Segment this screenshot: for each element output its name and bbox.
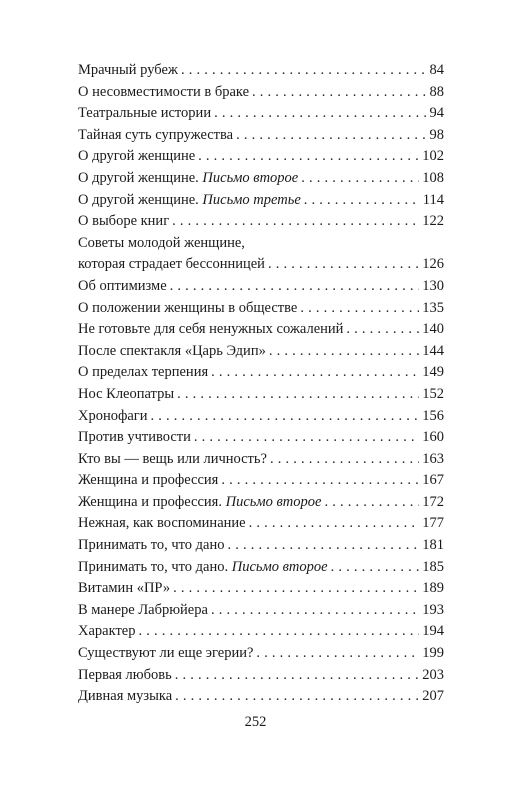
dot-leader [256, 643, 419, 665]
dot-leader [268, 254, 419, 276]
toc-entry-page-number: 156 [422, 407, 444, 424]
dot-leader [181, 60, 427, 82]
toc-entry-page-number: 203 [422, 666, 444, 683]
dot-leader [221, 470, 419, 492]
toc-entry-page-number: 177 [422, 515, 444, 532]
toc-entry-subtitle: Письмо второе [202, 169, 299, 186]
dot-leader [198, 146, 419, 168]
toc-entry-title-main: Против учтивости [78, 429, 191, 446]
toc-entry [78, 470, 444, 492]
toc-entry-title-main: Театральные истории [78, 105, 212, 122]
toc-entry [78, 233, 444, 276]
toc-entry-title-line-2-row [78, 254, 444, 276]
toc-entry-title-main: Дивная музыка [78, 688, 173, 705]
dot-leader [173, 578, 419, 600]
dot-leader [236, 125, 426, 147]
toc-entry-page-number: 149 [422, 364, 444, 381]
toc-entry-page-number: 98 [429, 126, 444, 143]
toc-entry-title-main: Не готовьте для себя ненужных сожалений [78, 321, 344, 338]
toc-entry [78, 125, 444, 147]
toc-entry [78, 449, 444, 471]
toc-entry-title-main: После спектакля «Царь Эдип» [78, 342, 266, 359]
toc-entry [78, 492, 444, 514]
toc-entry-page-number: 126 [422, 256, 444, 273]
dot-leader [211, 362, 419, 384]
toc-entry [78, 621, 444, 643]
toc-entry-page-number: 172 [422, 493, 444, 510]
toc-entry-title-main: Существуют ли еще эгерии? [78, 645, 254, 662]
toc-entry-title [78, 557, 328, 579]
toc-entry-page-number: 94 [429, 105, 444, 122]
toc-entry [78, 60, 444, 82]
toc-entry-title-main: О несовместимости в браке [78, 83, 250, 100]
toc-entry [78, 665, 444, 687]
toc-entry-title-main: О другой женщине. [78, 191, 203, 208]
dot-leader [301, 168, 419, 190]
toc-entry-title [78, 643, 253, 665]
toc-entry-title-main: О положении женщины в обществе [78, 299, 298, 316]
toc-entry-title-main: Женщина и профессия. [78, 493, 226, 510]
toc-entry [78, 298, 444, 320]
toc-entry-title-main: Кто вы — вещь или личность? [78, 450, 267, 467]
toc-entry-page-number: 207 [422, 688, 444, 705]
toc-entry-subtitle: Письмо второе [231, 558, 328, 575]
toc-entry [78, 168, 444, 190]
toc-entry-title [78, 168, 298, 190]
toc-entry [78, 82, 444, 104]
dot-leader [175, 665, 420, 687]
table-of-contents [78, 60, 444, 708]
toc-entry [78, 276, 444, 298]
toc-entry-title [78, 621, 135, 643]
toc-entry-title [78, 60, 178, 82]
toc-entry-title [78, 470, 218, 492]
toc-entry-title [78, 665, 172, 687]
dot-leader [300, 298, 419, 320]
toc-entry [78, 600, 444, 622]
toc-entry-title [78, 103, 211, 125]
toc-entry-title-main: Принимать то, что дано [78, 537, 225, 554]
toc-entry [78, 319, 444, 341]
toc-entry-title [78, 298, 297, 320]
toc-entry [78, 190, 444, 212]
dot-leader [228, 535, 420, 557]
dot-leader [151, 406, 420, 428]
toc-entry-title [78, 125, 233, 147]
toc-entry [78, 578, 444, 600]
dot-leader [269, 341, 419, 363]
toc-entry-page-number: 167 [422, 472, 444, 489]
dot-leader [214, 103, 426, 125]
toc-entry [78, 406, 444, 428]
toc-entry-page-number: 135 [422, 299, 444, 316]
dot-leader [346, 319, 419, 341]
toc-entry-title-main: Принимать то, что дано. [78, 558, 232, 575]
toc-entry-title [78, 190, 301, 212]
dot-leader [194, 427, 419, 449]
toc-entry-title [78, 578, 170, 600]
dot-leader [324, 492, 419, 514]
toc-entry-page-number: 102 [422, 148, 444, 165]
toc-entry [78, 362, 444, 384]
toc-entry-title-main: Первая любовь [78, 666, 172, 683]
toc-entry-title-main: О другой женщине. [78, 169, 203, 186]
toc-entry [78, 341, 444, 363]
toc-entry-page-number: 108 [422, 169, 444, 186]
toc-entry-title [78, 82, 249, 104]
dot-leader [170, 276, 420, 298]
toc-entry-title-main: О пределах терпения [78, 364, 209, 381]
toc-entry-page-number: 194 [422, 623, 444, 640]
toc-entry-page-number: 199 [422, 645, 444, 662]
toc-entry-title [78, 535, 225, 557]
toc-entry-title-main: Характер [78, 623, 136, 640]
toc-entry-title [78, 362, 208, 384]
toc-entry-page-number: 152 [422, 385, 444, 402]
dot-leader [252, 82, 426, 104]
toc-entry-title-main: Об оптимизме [78, 277, 167, 294]
toc-entry [78, 146, 444, 168]
toc-entry-title [78, 492, 321, 514]
toc-entry-title [78, 427, 191, 449]
toc-entry [78, 384, 444, 406]
toc-entry-page-number: 140 [422, 321, 444, 338]
dot-leader [175, 686, 419, 708]
toc-entry-page-number: 163 [422, 450, 444, 467]
toc-entry [78, 643, 444, 665]
toc-entry-title-main: Женщина и профессия [78, 472, 219, 489]
toc-entry-title-main: Витамин «ПР» [78, 580, 171, 597]
toc-entry-page-number: 185 [422, 558, 444, 575]
toc-entry-title [78, 406, 148, 428]
toc-entry-page-number: 181 [422, 537, 444, 554]
toc-entry [78, 427, 444, 449]
toc-entry-title-main: О другой женщине [78, 148, 196, 165]
toc-entry-title-main: О выборе книг [78, 213, 170, 230]
dot-leader [270, 449, 419, 471]
toc-entry-title [78, 600, 208, 622]
toc-entry-page-number: 84 [429, 62, 444, 78]
toc-entry-title-main: которая страдает бессонницей [78, 256, 265, 273]
toc-entry-title [78, 276, 167, 298]
toc-entry-page-number: 114 [422, 191, 444, 208]
toc-entry-page-number: 130 [422, 277, 444, 294]
toc-entry-subtitle: Письмо второе [225, 493, 322, 510]
toc-entry-page-number: 189 [422, 580, 444, 597]
toc-entry-page-number: 88 [429, 83, 444, 100]
toc-entry [78, 535, 444, 557]
toc-entry-title [78, 146, 195, 168]
toc-entry-title-line-1: Советы молодой женщине, [78, 234, 245, 251]
toc-entry-title-main: Тайная суть супружества [78, 126, 234, 143]
toc-entry-title [78, 254, 265, 276]
dot-leader [331, 557, 420, 579]
toc-entry-title-main: Нежная, как воспоминание [78, 515, 246, 532]
toc-entry-title [78, 341, 266, 363]
page-number: 252 [244, 714, 267, 730]
dot-leader [172, 211, 419, 233]
dot-leader [138, 621, 419, 643]
toc-entry-title-main: В манере Лабрюйера [78, 601, 208, 618]
toc-entry-title-main: Мрачный рубеж [78, 62, 178, 78]
dot-leader [304, 190, 420, 212]
dot-leader [211, 600, 419, 622]
dot-leader [249, 513, 420, 535]
toc-entry-page-number: 193 [422, 601, 444, 618]
toc-entry [78, 686, 444, 708]
toc-entry-title-main: Хронофаги [78, 407, 148, 424]
toc-entry-title [78, 319, 343, 341]
dot-leader [177, 384, 419, 406]
toc-entry-title [78, 384, 174, 406]
toc-entry [78, 103, 444, 125]
toc-entry-title [78, 211, 169, 233]
toc-entry-title [78, 513, 246, 535]
toc-entry [78, 211, 444, 233]
toc-entry-title-main: Нос Клеопатры [78, 385, 175, 402]
toc-entry-title [78, 449, 267, 471]
toc-entry-page-number: 122 [422, 213, 444, 230]
toc-entry [78, 513, 444, 535]
toc-entry-subtitle: Письмо третье [202, 191, 301, 208]
toc-entry-page-number: 160 [422, 429, 444, 446]
toc-entry-page-number: 144 [422, 342, 444, 359]
toc-entry-title [78, 686, 172, 708]
toc-entry [78, 557, 444, 579]
